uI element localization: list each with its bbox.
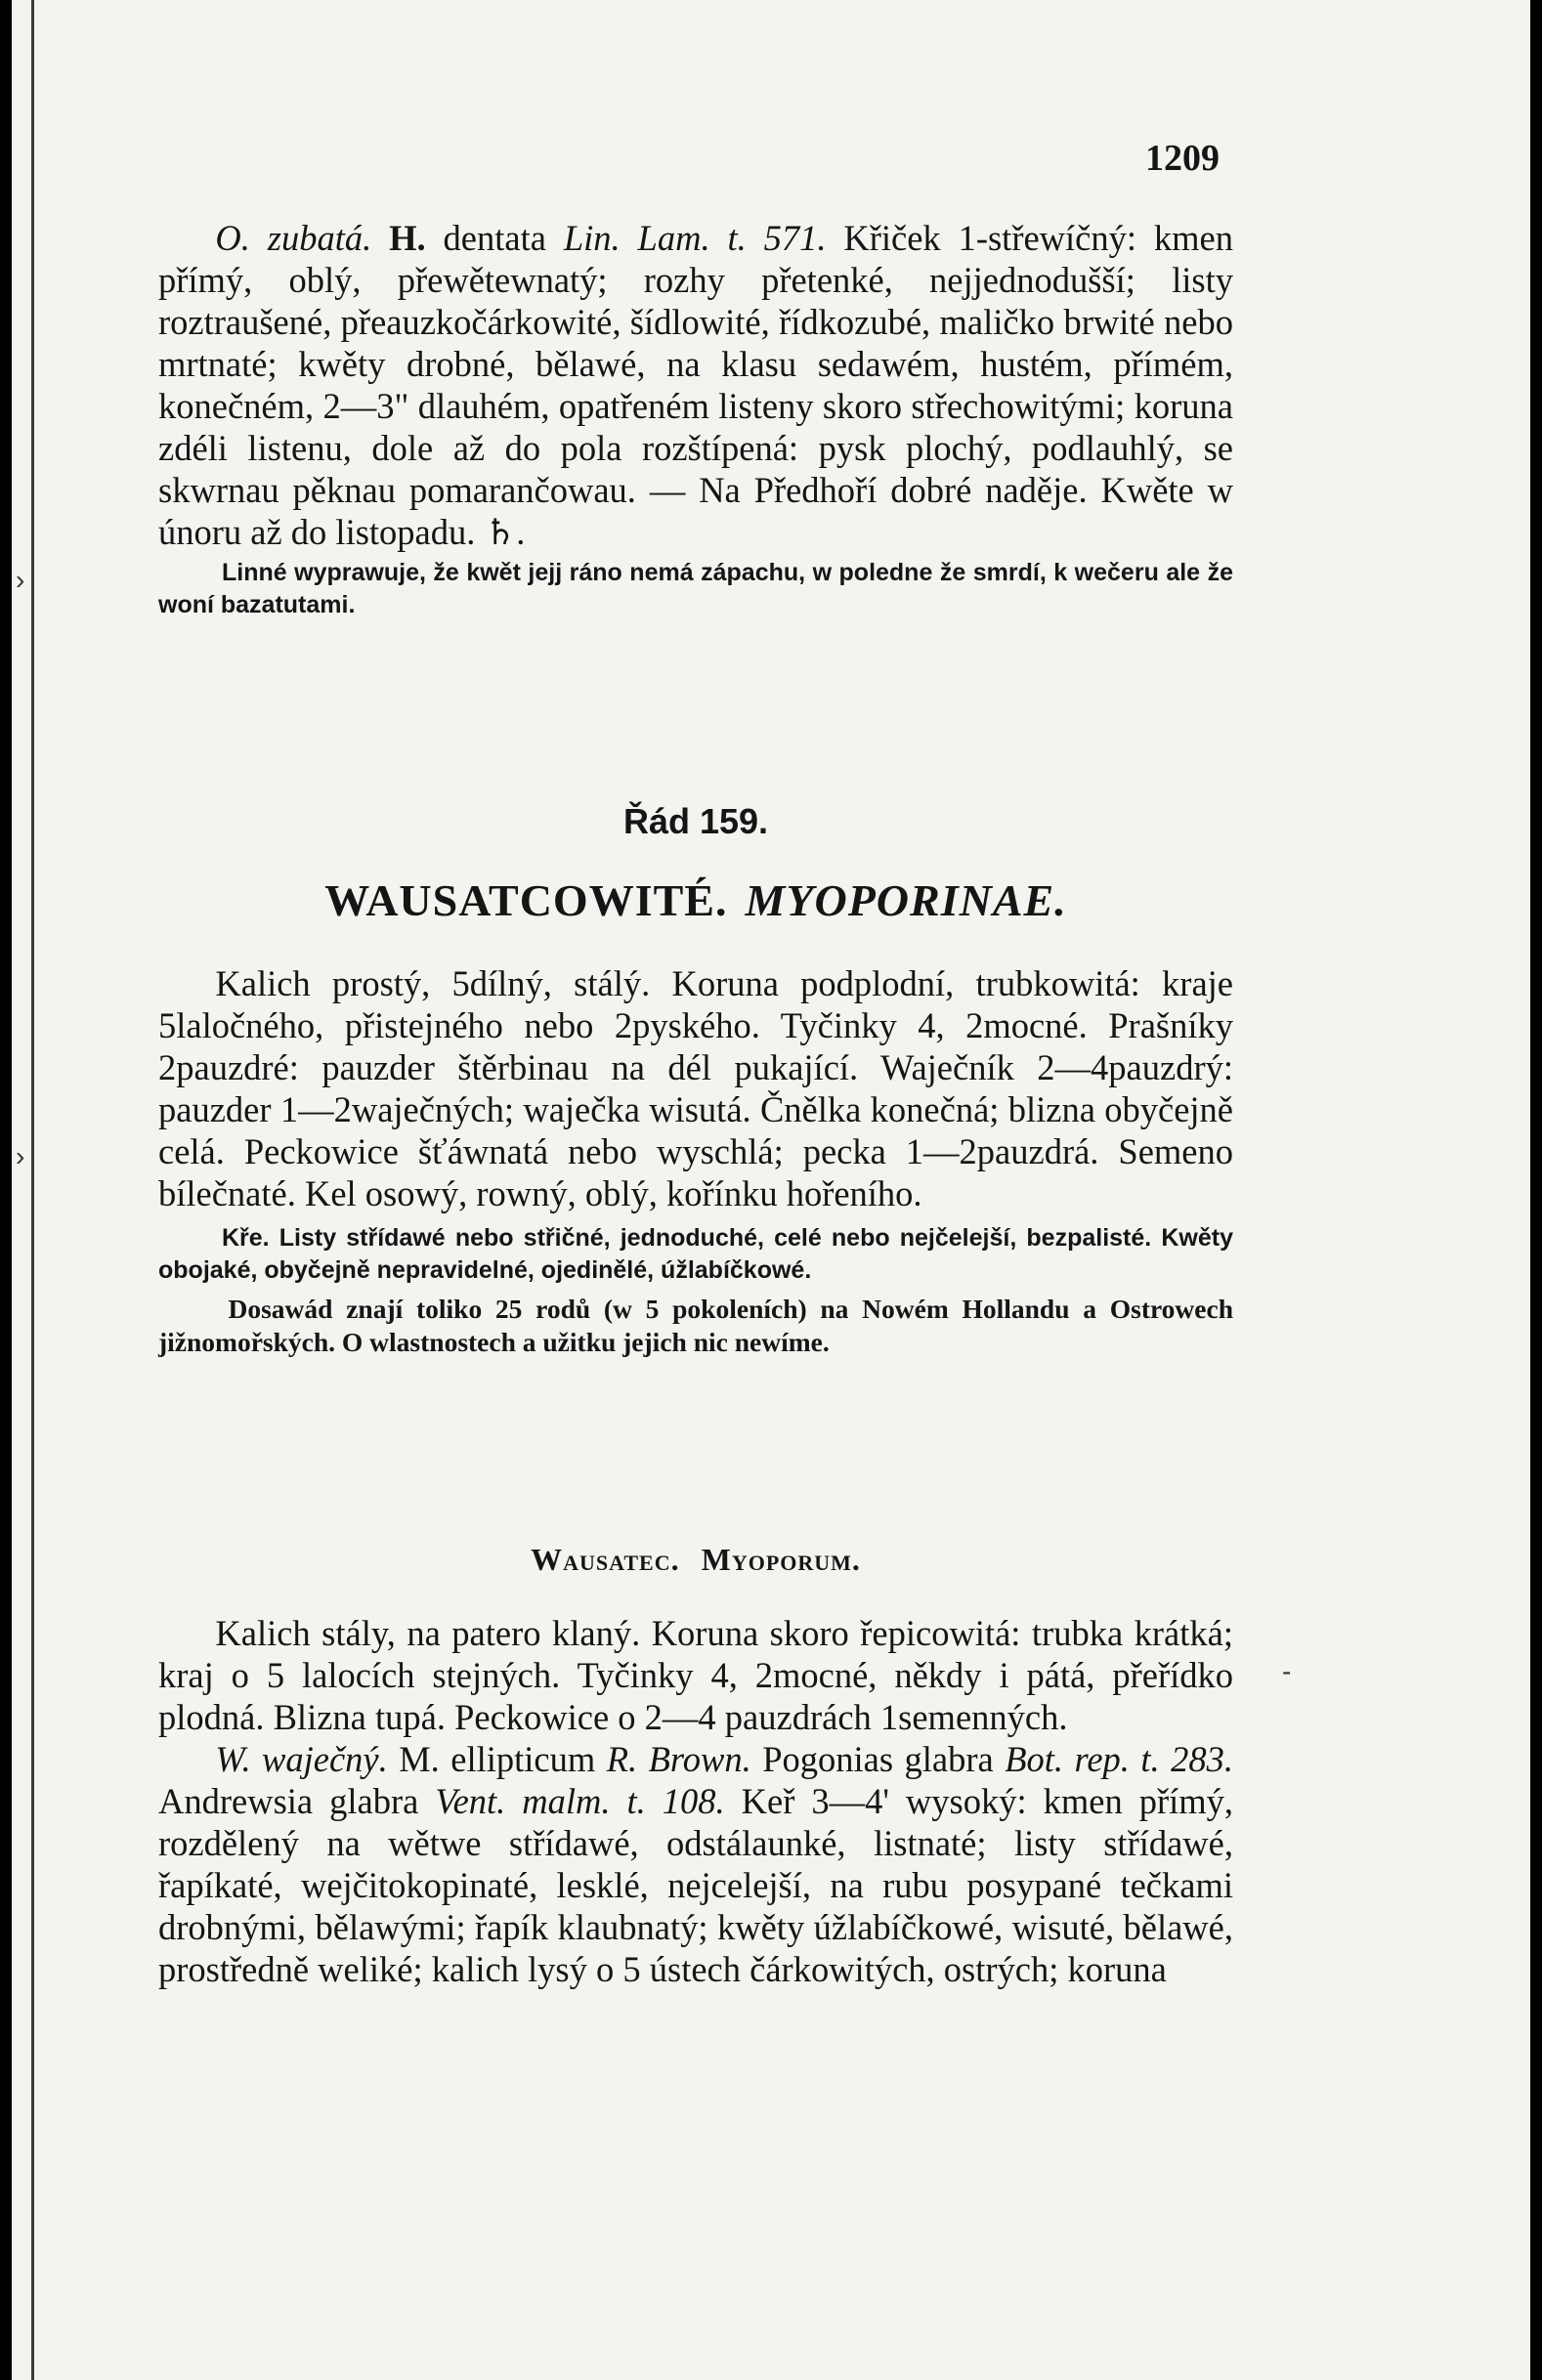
genus-description: Kalich stály, na patero klaný. Koruna skoro řepicowitá: trubka krátká; kraj o 5 lalocích stejných. Tyčinky 4, 2mocné, někdy i pátá, přeřídko plodná. Blizna tupá. Peckowice o 2—4 pauzdrách 1semenných. bbox=[158, 1613, 1233, 1737]
intro-note: Linné wyprawuje, že kwět jejj ráno nemá zápachu, w poledne že smrdí, k wečeru ale že woní bazatutami. bbox=[158, 559, 1233, 618]
order-number: Řád 159. bbox=[622, 801, 769, 841]
family-name-czech: WAUSATCOWITÉ. bbox=[324, 875, 728, 925]
genus-name-latin: Myoporum. bbox=[701, 1542, 861, 1577]
family-name-latin: MYOPORINAE. bbox=[745, 875, 1067, 925]
margin-mark-left-1: › bbox=[16, 565, 25, 595]
species-name-czech: W. waječný. bbox=[215, 1739, 388, 1779]
intro-species-name: O. zubatá. bbox=[215, 218, 372, 258]
species-synonym-2: Pogonias glabra bbox=[762, 1739, 994, 1779]
intro-synonym-epithet: dentata bbox=[443, 218, 546, 258]
intro-entry bbox=[158, 217, 1233, 621]
margin-mark-right-1: - bbox=[1282, 1656, 1292, 1686]
order-description-block bbox=[158, 962, 1233, 1359]
intro-species-paragraph bbox=[158, 217, 1233, 553]
species-description: Keř 3—4' wysoký: kmen přímý, rozdělený na wětwe střídawé, odstálaunké, listnaté; listy střídawé, řapíkaté, wejčitokopinaté, lesklé, nejcelejší, na rubu posypané tečkami drobnými, bělawými; řapík klaubnatý; kwěty úžlabíčkowé, wisuté, bělawé, prostředně weliké; kalich lysý o 5 ústech čárkowitých, ostrých; koruna bbox=[158, 1781, 1234, 1989]
species-citation-3: Vent. malm. t. 108. bbox=[435, 1781, 725, 1821]
page-number: 1209 bbox=[1145, 138, 1220, 179]
species-citation-2: Bot. rep. t. 283. bbox=[1005, 1739, 1233, 1779]
intro-citation: Lin. Lam. t. 571. bbox=[563, 218, 827, 258]
species-synonym-3: Andrewsia glabra bbox=[158, 1781, 419, 1821]
species-paragraph bbox=[158, 1738, 1233, 1990]
order-note-distribution: Dosawád znají toliko 25 rodů (w 5 pokoleních) na Nowém Hollandu a Ostrowech jižnomořských. O wlastnostech a užitku jejich nic newíme. bbox=[158, 1294, 1233, 1357]
page-gutter-line bbox=[31, 0, 34, 2380]
book-page bbox=[12, 0, 1530, 2380]
family-title bbox=[158, 874, 1233, 926]
genus-name-czech: Wausatec. bbox=[531, 1542, 680, 1577]
margin-mark-left-2: › bbox=[16, 1141, 25, 1171]
genus-title bbox=[158, 1542, 1233, 1578]
intro-description: Křiček 1-střewíčný: kmen přímý, oblý, přewětewnatý; rozhy přetenké, nejjednodušší; listy roztraušené, přeauzkočárkowité, šídlowité, řídkozubé, maličko brwité nebo mrtnaté; kwěty drobné, bělawé, na klasu sedawém, hustém, přímém, konečném, 2—3" dlauhém, opatřeném listeny skoro střechowitými; koruna zdéli listenu, dole až do pola rozštípená: pysk plochý, podlauhlý, se skwrnau pěknau pomarančowau. — Na Předhoří dobré naděje. Kwěte w únoru až do listopadu. ♄. bbox=[158, 218, 1233, 552]
genus-block bbox=[158, 1612, 1233, 1990]
species-synonym-1: M. ellipticum bbox=[399, 1739, 596, 1779]
order-note-plants: Kře. Listy střídawé nebo střičné, jednoduché, celé nebo nejčelejší, bezpalisté. Kwěty obojaké, obyčejně nepravidelné, ojedinělé, úžlabíčkowé. bbox=[158, 1224, 1233, 1284]
species-citation-1: R. Brown. bbox=[606, 1739, 751, 1779]
order-description: Kalich prostý, 5dílný, stálý. Koruna podplodní, trubkowitá: kraje 5laločného, přistejného nebo 2pyského. Tyčinky 4, 2mocné. Prašníky 2pauzdré: pauzder štěrbinau na dél pukající. Waječník 2—4pauzdrý: pauzder 1—2waječných; waječka wisutá. Čnělka konečná; blizna obyčejně celá. Peckowice šťáwnatá nebo wyschlá; pecka 1—2pauzdrá. Semeno bílečnaté. Kel osowý, rowný, oblý, kořínku hořeního. bbox=[158, 963, 1233, 1213]
intro-synonym-genus: H. bbox=[389, 218, 426, 258]
